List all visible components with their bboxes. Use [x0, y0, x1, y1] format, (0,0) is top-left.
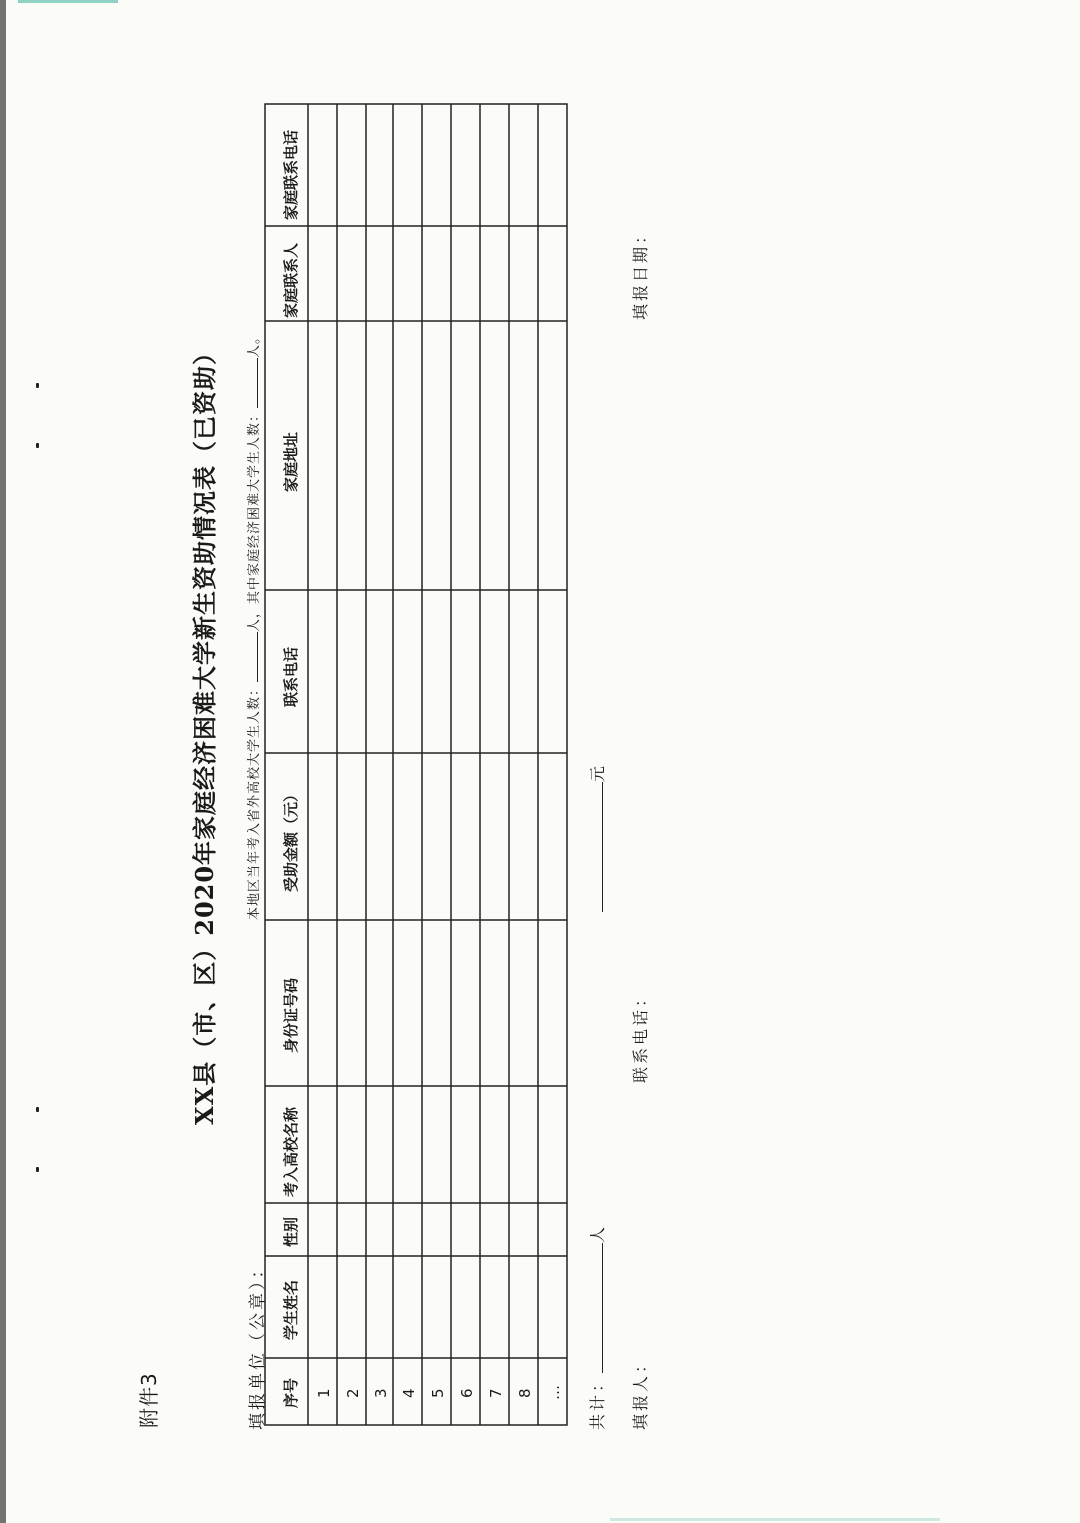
fill-date-label: 填报日期： [631, 224, 650, 320]
header-id-number: 身份证号码 [282, 977, 300, 1053]
row-number: 1 [315, 1388, 333, 1398]
row-number: 4 [400, 1388, 418, 1398]
header-seq: 序号 [282, 1377, 300, 1408]
stats-total-mid: 人，其中家庭经济困难大学生人数： [247, 407, 262, 632]
table-border [265, 104, 567, 1425]
totals-label: 共计： [588, 1372, 607, 1430]
totals-people-unit: 人 [588, 1223, 607, 1243]
totals-line [585, 1224, 608, 1430]
table-lines [265, 104, 567, 1425]
row-number: 8 [516, 1388, 534, 1398]
reporting-unit-label: 填报单位（公章）： [248, 1258, 268, 1430]
contact-phone-label: 联系电话： [631, 987, 650, 1083]
row-number: 2 [344, 1388, 362, 1398]
stats-total-prefix: 本地区当年考入省外高校大学生人数： [247, 681, 262, 920]
filler-label: 填报人： [631, 1353, 650, 1430]
header-university: 考入高校名称 [282, 1106, 300, 1197]
header-aid-amount: 受助金额（元） [282, 786, 300, 892]
totals-amount-line [585, 763, 608, 912]
header-gender: 性别 [282, 1216, 300, 1247]
header-family-contact: 家庭联系人 [282, 242, 300, 318]
row-number: 3 [372, 1388, 390, 1398]
totals-amount-unit: 元 [588, 762, 607, 782]
header-home-address: 家庭地址 [282, 431, 300, 492]
row-number: 7 [487, 1388, 505, 1398]
attachment-label: 附件3 [137, 1372, 161, 1428]
row-number: 6 [458, 1388, 476, 1398]
totals-amount-blank [588, 782, 603, 912]
header-phone: 联系电话 [282, 646, 300, 707]
header-student-name: 学生姓名 [282, 1279, 300, 1340]
row-number: 5 [429, 1388, 447, 1398]
totals-people-blank [588, 1243, 603, 1373]
row-number: … [545, 1385, 563, 1400]
stats-total-suffix: 人。 [247, 329, 262, 358]
page-title: XX县（市、区）2020年家庭经济困难大学新生资助情况表（已资助） [190, 339, 219, 1125]
header-family-phone: 家庭联系电话 [282, 129, 300, 220]
